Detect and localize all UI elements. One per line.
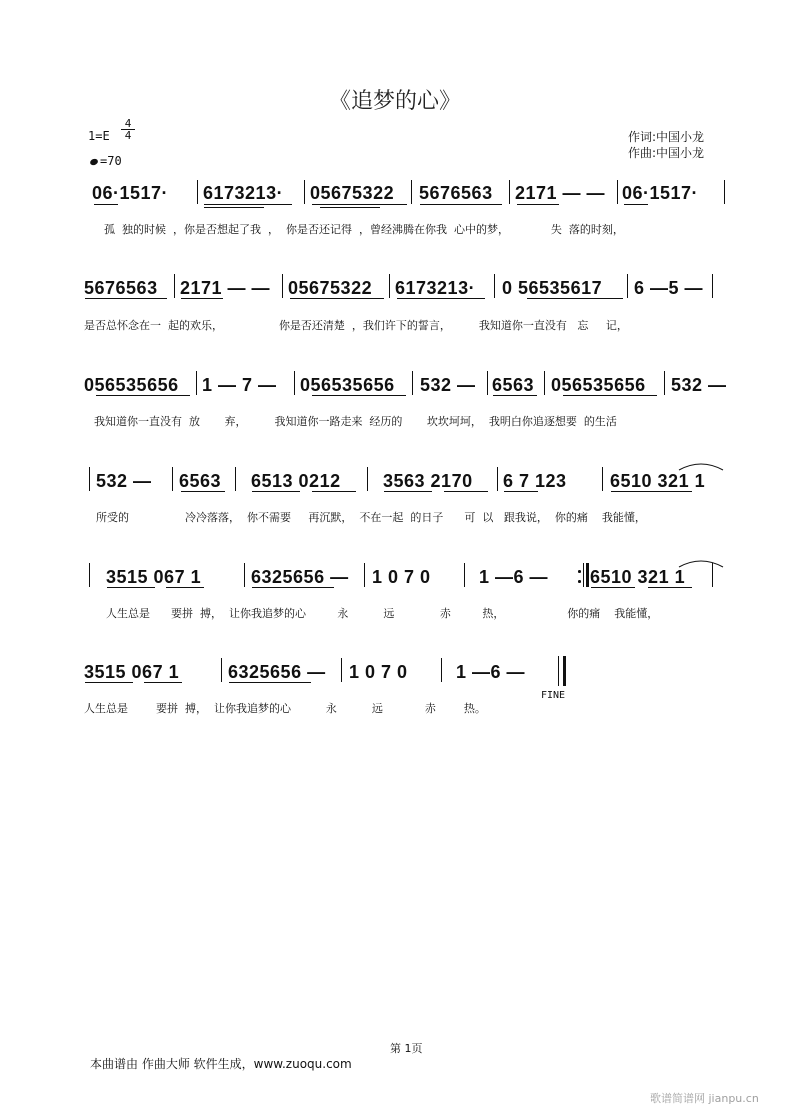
beam-line (420, 204, 502, 205)
barline (197, 180, 198, 204)
measure: 2171 — — (180, 278, 271, 298)
barline (441, 658, 442, 682)
repeat-dot (578, 580, 581, 583)
measure: 5676563 (419, 183, 493, 203)
beam-line (517, 204, 559, 205)
beam-line (591, 587, 635, 588)
measure: 532 — (420, 375, 476, 395)
repeat-dot (578, 570, 581, 573)
measure: 532 — (96, 471, 152, 491)
beam-line (320, 207, 380, 208)
measure: 3515 067 1 (84, 662, 180, 682)
tempo-value: =70 (100, 154, 122, 168)
barline (294, 371, 295, 395)
measure: 1 0 7 0 (372, 567, 431, 587)
lyrics-line: 是否总怀念在一 起的欢乐， 你是否还清楚 ，我们许下的誓言， 我知道你一直没有 忘 记， (84, 319, 628, 332)
barline (389, 274, 390, 298)
measure: 05675322 (310, 183, 395, 203)
beam-line (204, 207, 264, 208)
beam-line (229, 682, 311, 683)
measure: 06·1517· (622, 183, 699, 203)
barline (487, 371, 488, 395)
barline (412, 371, 413, 395)
beam-line (504, 491, 538, 492)
beam-line (96, 395, 190, 396)
slur-mark (676, 458, 726, 472)
measure: 6 —5 — (634, 278, 704, 298)
barline (364, 563, 365, 587)
barline (627, 274, 628, 298)
measure: 6563 (492, 375, 535, 395)
measure: 6510 321 1 (590, 567, 686, 587)
measure: 0 56535617 (502, 278, 603, 298)
barline (464, 563, 465, 587)
measure: 6325656 — (251, 567, 349, 587)
site-watermark: 歌谱简谱网 jianpu.cn (650, 1092, 759, 1105)
quarter-note-icon (89, 157, 99, 165)
beam-line (493, 395, 537, 396)
time-signature-top: 4 (121, 118, 135, 130)
measure: 532 — (671, 375, 727, 395)
barline (89, 563, 90, 587)
beam-line (252, 587, 334, 588)
barline (617, 180, 618, 204)
barline (196, 371, 197, 395)
beam-line (384, 491, 432, 492)
measure: 1 —6 — (479, 567, 549, 587)
time-signature-bottom: 4 (124, 129, 132, 142)
barline (494, 274, 495, 298)
beam-line (648, 587, 692, 588)
measure: 6 7 123 (503, 471, 567, 491)
repeat-barline (586, 563, 589, 587)
barline (174, 274, 175, 298)
barline (282, 274, 283, 298)
measure: 6510 321 1 (610, 471, 706, 491)
measure: 1 0 7 0 (349, 662, 408, 682)
footer-credit: 本曲谱由 作曲大师 软件生成，www.zuoqu.com (90, 1057, 352, 1071)
beam-line (444, 491, 488, 492)
beam-line (397, 298, 485, 299)
barline (724, 180, 725, 204)
repeat-barline (583, 563, 584, 587)
barline (244, 563, 245, 587)
final-barline-thick (563, 656, 566, 686)
tempo-marking (90, 154, 122, 168)
lyrics-line: 人生总是 要拼 搏， 让你我追梦的心 永 远 赤 热。 (84, 702, 486, 715)
barline (544, 371, 545, 395)
measure: 6173213· (203, 183, 284, 203)
barline (235, 467, 236, 491)
beam-line (290, 298, 384, 299)
barline (172, 467, 173, 491)
barline (497, 467, 498, 491)
slur-mark (676, 555, 726, 569)
lyrics-line: 人生总是 要拼 搏， 让你我追梦的心 永 远 赤 热， 你的痛 我能懂， (106, 607, 659, 620)
beam-line (181, 298, 223, 299)
beam-line (85, 298, 167, 299)
barline (341, 658, 342, 682)
measure: 3563 2170 (383, 471, 473, 491)
measure: 6513 0212 (251, 471, 341, 491)
barline (221, 658, 222, 682)
barline (664, 371, 665, 395)
measure: 056535656 (300, 375, 395, 395)
barline (411, 180, 412, 204)
time-signature (121, 118, 135, 141)
measure: 3515 067 1 (106, 567, 202, 587)
fine-marking: FINE (541, 690, 566, 701)
final-barline-thin (558, 656, 559, 686)
barline (304, 180, 305, 204)
beam-line (181, 491, 225, 492)
measure: 2171 — — (515, 183, 606, 203)
barline (602, 467, 603, 491)
song-title: 《追梦的心》 (328, 89, 461, 114)
beam-line (85, 682, 133, 683)
barline (89, 467, 90, 491)
beam-line (527, 298, 623, 299)
beam-line (312, 395, 406, 396)
measure: 6173213· (395, 278, 476, 298)
lyrics-line: 孤 独的时候 ，你是否想起了我 ， 你是否还记得 ，曾经沸腾在你我 心中的梦， 失 落的时刻， (104, 223, 624, 236)
beam-line (312, 491, 356, 492)
measure: 05675322 (288, 278, 373, 298)
barline (509, 180, 510, 204)
beam-line (144, 682, 182, 683)
beam-line (166, 587, 204, 588)
measure: 06·1517· (92, 183, 169, 203)
lyricist-credit: 作词:中国小龙 (628, 130, 705, 144)
measure: 056535656 (84, 375, 179, 395)
beam-line (94, 204, 118, 205)
page-number: 第 1页 (390, 1042, 423, 1055)
measure: 1 —6 — (456, 662, 526, 682)
measure: 1 — 7 — (202, 375, 277, 395)
beam-line (624, 204, 648, 205)
beam-line (204, 204, 292, 205)
barline (712, 274, 713, 298)
beam-line (107, 587, 155, 588)
composer-credit: 作曲:中国小龙 (628, 146, 705, 160)
measure: 056535656 (551, 375, 646, 395)
beam-line (312, 204, 407, 205)
beam-line (563, 395, 657, 396)
lyrics-line: 我知道你一直没有 放 弃， 我知道你一路走来 经历的 坎坎坷坷， 我明白你追逐想要 的生活 (94, 415, 617, 428)
measure: 6563 (179, 471, 222, 491)
measure: 5676563 (84, 278, 158, 298)
beam-line (648, 491, 692, 492)
barline (367, 467, 368, 491)
lyrics-line: 所受的 冷冷落落， 你不需要 再沉默， 不在一起 的日子 可 以 跟我说， 你的痛 我能懂， (96, 511, 646, 524)
beam-line (252, 491, 300, 492)
key-signature: 1=E (88, 129, 110, 143)
measure: 6325656 — (228, 662, 326, 682)
